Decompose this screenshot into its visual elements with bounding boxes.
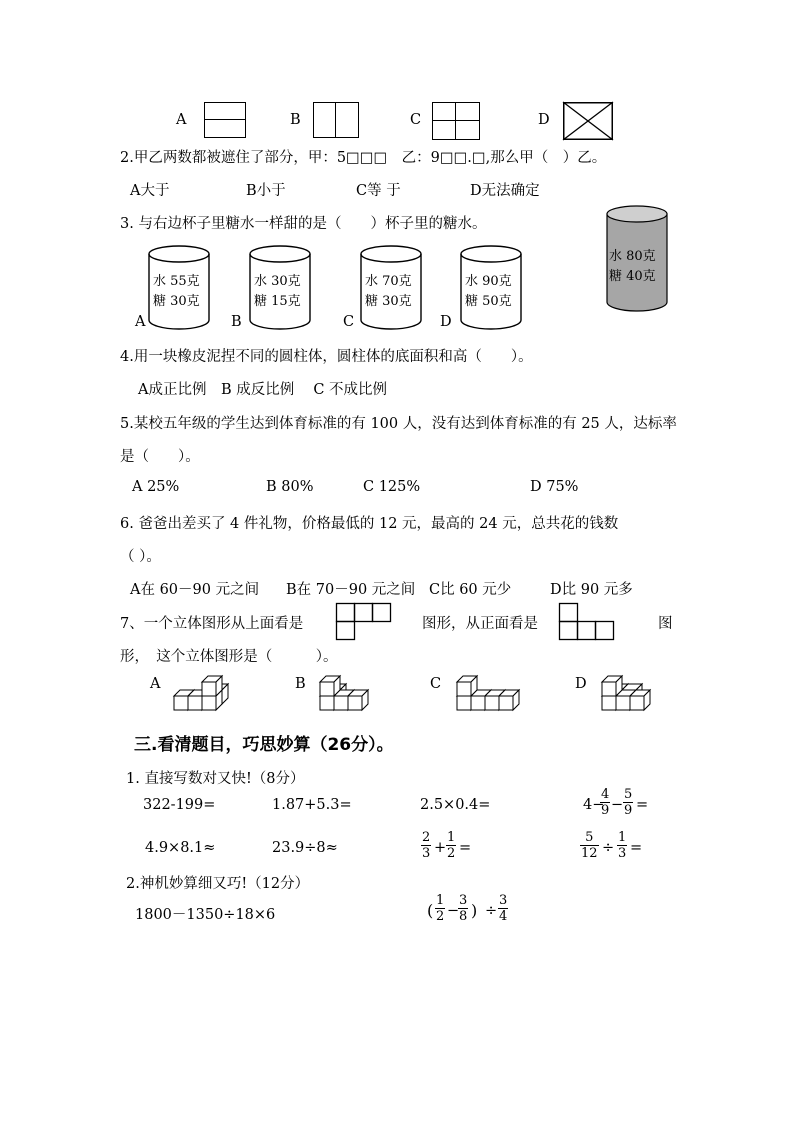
calc-3: 2.5×0.4= xyxy=(420,797,491,813)
section3-q1-title: 1. 直接写数对又快!（8分） xyxy=(126,771,305,787)
q5-line2: 是（ ）。 xyxy=(120,449,200,465)
q7-option-d-label: D xyxy=(575,676,587,692)
cup-c-letter: C xyxy=(343,314,355,330)
calc-8-divide: ÷ xyxy=(602,840,615,856)
cup-a-water: 水 55克 xyxy=(153,274,200,289)
q6-option-d: D比 90 元多 xyxy=(550,582,633,598)
q3-text: 3. 与右边杯子里糖水一样甜的是（ ）杯子里的糖水。 xyxy=(120,216,487,232)
expr-2-minus: − xyxy=(447,903,460,919)
cup-b-letter: B xyxy=(231,314,242,330)
cube-block xyxy=(320,676,340,696)
q5-option-d: D 75% xyxy=(530,479,579,495)
q6-option-b: B在 70－90 元之间 xyxy=(286,582,416,598)
q1-figure-d xyxy=(563,102,613,140)
calc-7-equals: = xyxy=(459,840,472,856)
q6-option-c: C比 60 元少 xyxy=(429,582,512,598)
reference-cup-sugar: 糖 40克 xyxy=(609,269,656,284)
q2-option-d: D无法确定 xyxy=(470,183,540,199)
cup-d-water: 水 90克 xyxy=(465,274,512,289)
q1-option-c-label: C xyxy=(410,112,422,128)
q7-option-b-label: B xyxy=(295,676,306,692)
calc-8-fraction-a: $\frac{5}{12}$ xyxy=(581,830,598,861)
q1-option-b-label: B xyxy=(290,112,301,128)
q7-part3: 图 xyxy=(658,616,673,632)
calc-8-equals: = xyxy=(630,840,643,856)
calc-8-fraction-b: $\frac{1}{3}$ xyxy=(618,830,627,861)
cup-c-water: 水 70克 xyxy=(365,274,412,289)
calc-4-equals: = xyxy=(636,797,649,813)
q2-option-b: B小于 xyxy=(246,183,286,199)
q1-option-a-label: A xyxy=(176,112,187,128)
cube-block xyxy=(348,690,368,710)
cup-a-sugar: 糖 30克 xyxy=(153,294,200,309)
expr-2-fraction-b: $\frac{3}{8}$ xyxy=(459,893,468,924)
q7-figure-b xyxy=(316,662,386,712)
calc-4-fraction-a: $\frac{4}{9}$ xyxy=(601,787,610,818)
expr-2-open-paren: ( xyxy=(427,901,434,920)
section3-title: 三.看清题目，巧思妙算（26分）。 xyxy=(134,735,394,755)
q7-front-view xyxy=(559,603,615,641)
cup-b-label xyxy=(254,272,301,312)
cup-d-label xyxy=(465,272,512,312)
cup-d-letter: D xyxy=(440,314,452,330)
q7-figure-c xyxy=(453,662,538,712)
q1-option-d-label: D xyxy=(538,112,550,128)
calc-5: 4.9×8.1≈ xyxy=(145,840,216,856)
calc-2: 1.87+5.3= xyxy=(272,797,352,813)
q5-line1: 5.某校五年级的学生达到体育标准的有 100 人，没有达到体育标准的有 25 人，达标率 xyxy=(120,416,677,432)
q7-part1: 7、一个立体图形从上面看是 xyxy=(120,616,304,632)
reference-cup-label xyxy=(609,247,656,287)
q4-options: A成正比例 B 成反比例 C 不成比例 xyxy=(138,382,388,398)
calc-1: 322-199= xyxy=(143,797,216,813)
q7-line2: 形， 这个立体图形是（ ）。 xyxy=(120,649,338,665)
q6-line1: 6. 爸爸出差买了 4 件礼物，价格最低的 12 元，最高的 24 元，总共花的钱数 xyxy=(120,516,619,532)
cube-block xyxy=(602,676,622,696)
q7-figure-d xyxy=(598,662,668,712)
expr-2-close-paren: ) xyxy=(471,901,478,920)
q6-line2: （ ）。 xyxy=(120,549,161,565)
q5-option-a: A 25% xyxy=(132,479,180,495)
expr-1: 1800－1350÷18×6 xyxy=(135,907,276,923)
reference-cup-water: 水 80克 xyxy=(609,249,656,264)
calc-7-fraction-a: $\frac{2}{3}$ xyxy=(422,830,431,861)
cube-block xyxy=(457,676,477,696)
q7-option-c-label: C xyxy=(430,676,442,692)
cup-b-water: 水 30克 xyxy=(254,274,301,289)
cup-a-letter: A xyxy=(135,314,146,330)
q2-option-c: C等 于 xyxy=(356,183,401,199)
q5-option-c: C 125% xyxy=(363,479,421,495)
cube-block xyxy=(499,690,519,710)
q7-option-a-label: A xyxy=(150,676,161,692)
q2-option-a: A大于 xyxy=(130,183,170,199)
cup-b-sugar: 糖 15克 xyxy=(254,294,301,309)
calc-6: 23.9÷8≈ xyxy=(272,840,338,856)
cube-block xyxy=(202,676,222,696)
cup-c-sugar: 糖 30克 xyxy=(365,294,412,309)
cup-d-sugar: 糖 50克 xyxy=(465,294,512,309)
q5-option-b: B 80% xyxy=(266,479,314,495)
calc-4-minus: − xyxy=(611,797,624,813)
q4-text: 4.用一块橡皮泥捏不同的圆柱体，圆柱体的底面积和高（ ）。 xyxy=(120,349,533,365)
calc-7-plus: + xyxy=(434,840,447,856)
q1-figure-b xyxy=(313,102,359,138)
expr-2-fraction-c: $\frac{3}{4}$ xyxy=(499,893,508,924)
cup-c-label xyxy=(365,272,412,312)
expr-2-divide: ÷ xyxy=(485,903,498,919)
calc-7-fraction-b: $\frac{1}{2}$ xyxy=(447,830,456,861)
q1-figure-a xyxy=(204,102,246,138)
q7-part2: 图形，从正面看是 xyxy=(422,616,538,632)
q7-top-view xyxy=(336,603,392,641)
expr-2-fraction-a: $\frac{1}{2}$ xyxy=(436,893,445,924)
q6-option-a: A在 60－90 元之间 xyxy=(130,582,260,598)
calc-4-fraction-b: $\frac{5}{9}$ xyxy=(624,787,633,818)
q2-text: 2.甲乙两数都被遮住了部分，甲：5□□□ 乙：9□□.□,那么甲（ ）乙。 xyxy=(120,150,607,166)
cup-a-label xyxy=(153,272,200,312)
q7-figure-a xyxy=(170,662,240,712)
calc-4-lead: 4− xyxy=(583,797,605,813)
q1-figure-c xyxy=(432,102,480,140)
cube-block xyxy=(630,690,650,710)
section3-q2-title: 2.神机妙算细又巧!（12分） xyxy=(126,876,310,892)
